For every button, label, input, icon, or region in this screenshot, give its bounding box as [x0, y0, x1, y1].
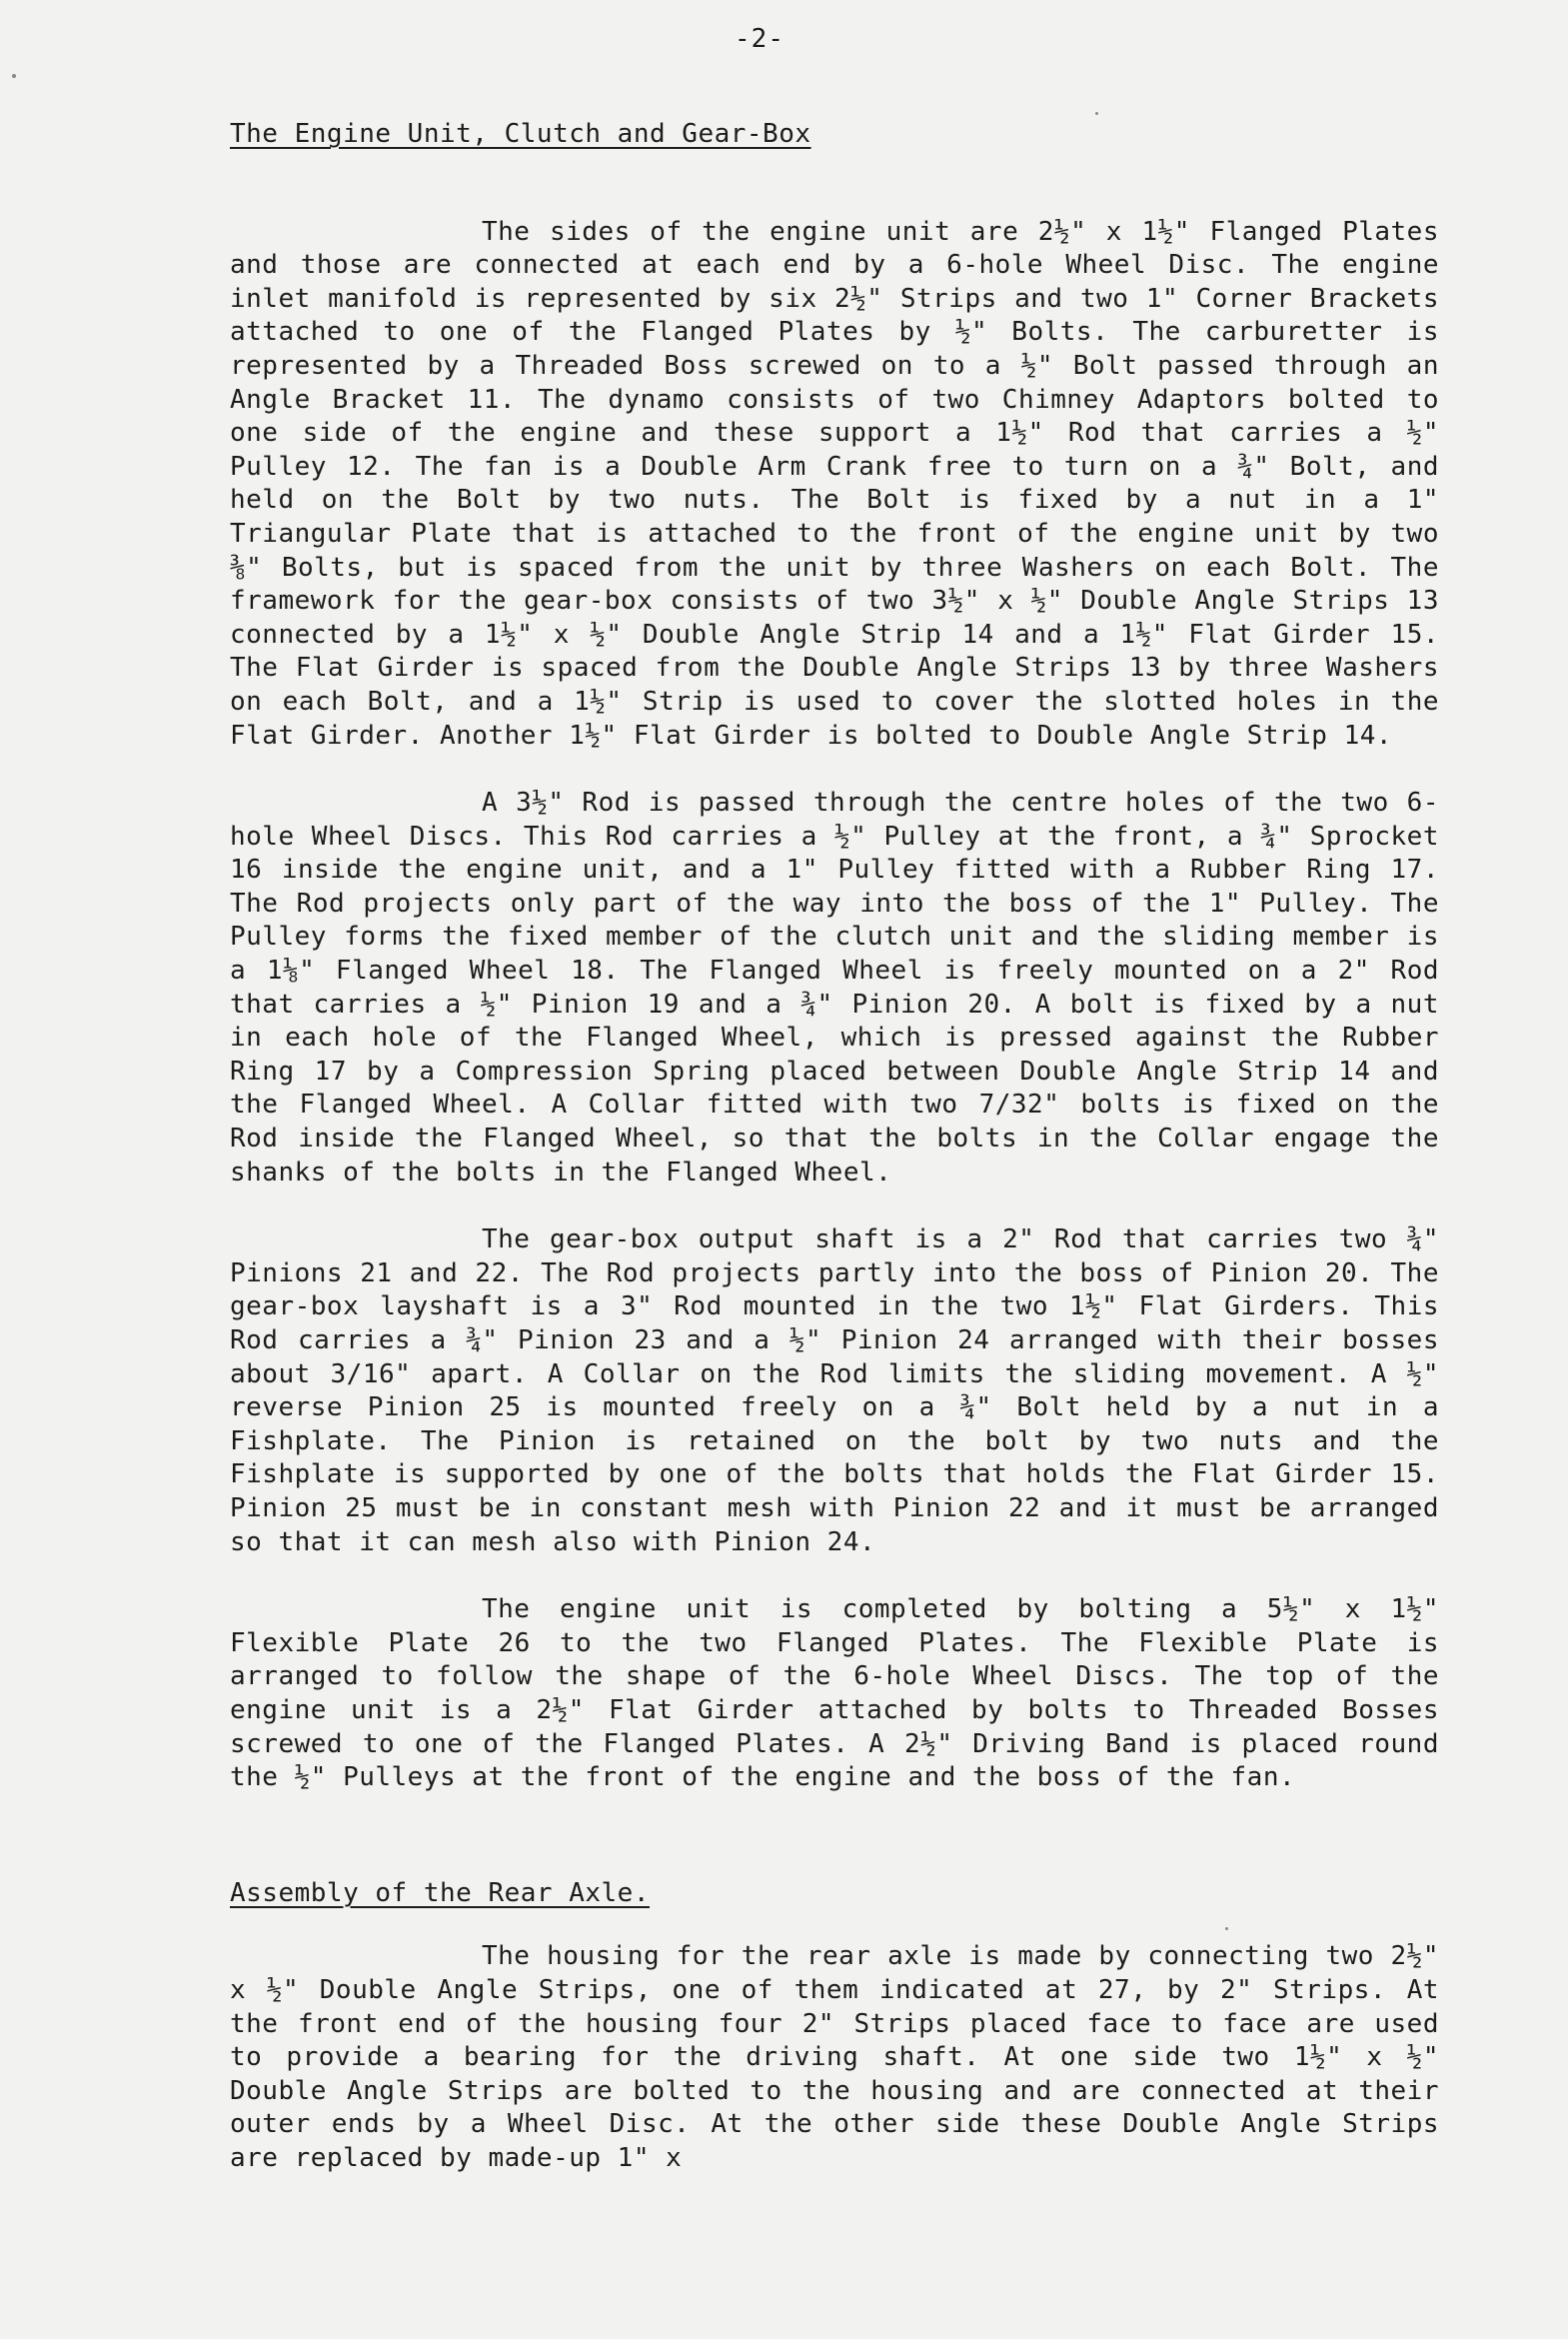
page-number: -2- [735, 24, 784, 54]
paper-speck [1095, 112, 1098, 115]
body-paragraph: The gear-box output shaft is a 2" Rod that carries two ¾" Pinions 21 and 22. The Rod projects partly into the boss of Pinion 20. The gear-box layshaft is a 3" Rod mounted in the two 1½" Flat Girders. This Rod carries a ¾" Pinion 23 and a ½" Pinion 24 arranged with their bosses about 3/16" apart. A Collar on the Rod limits the sliding movement. A ½" reverse Pinion 25 is mounted freely on a ¾" Bolt held by a nut in a Fishplate. The Pinion is retained on the bolt by two nuts and the Fishplate is supported by one of the bolts that holds the Flat Girder 15. Pinion 25 must be in constant mesh with Pinion 22 and it must be arranged so that it can mesh also with Pinion 24. [230, 1224, 1439, 1557]
body-paragraph: The housing for the rear axle is made by connecting two 2½" x ½" Double Angle Strips, one of them indicated at 27, by 2" Strips. At the front end of the housing four 2" Strips placed face to face are used to provide a bearing for the driving shaft. At one side two 1½" x ½" Double Angle Strips are bolted to the housing and are connected at their outer ends by a Wheel Disc. At the other side these Double Angle Strips are replaced by made-up 1" x [230, 1941, 1439, 2173]
body-paragraph: The sides of the engine unit are 2½" x 1½" Flanged Plates and those are connected at each end by a 6-hole Wheel Disc. The engine inlet manifold is represented by six 2½" Strips and two 1" Corner Brackets attached to one of the Flanged Plates by ½" Bolts. The carburetter is represented by a Threaded Boss screwed on to a ½" Bolt passed through an Angle Bracket 11. The dynamo consists of two Chimney Adaptors bolted to one side of the engine and these support a 1½" Rod that carries a ½" Pulley 12. The fan is a Double Arm Crank free to turn on a ¾" Bolt, and held on the Bolt by two nuts. The Bolt is fixed by a nut in a 1" Triangular Plate that is attached to the front of the engine unit by two ⅜" Bolts, but is spaced from the unit by three Washers on each Bolt. The framework for the gear-box consists of two 3½" x ½" Double Angle Strips 13 connected by a 1½" x ½" Double Angle Strip 14 and a 1½" Flat Girder 15. The Flat Girder is spaced from the Double Angle Strips 13 by three Washers on each Bolt, and a 1½" Strip is used to cover the slotted holes in the Flat Girder. Another 1½" Flat Girder is bolted to Double Angle Strip 14. [230, 216, 1439, 751]
section-heading: The Engine Unit, Clutch and Gear-Box [230, 119, 811, 149]
document-body [230, 118, 1439, 2175]
section-heading: Assembly of the Rear Axle. [230, 1877, 650, 1908]
body-paragraph: The engine unit is completed by bolting a 5½" x 1½" Flexible Plate 26 to the two Flanged Plates. The Flexible Plate is arranged to follow the shape of the 6-hole Wheel Discs. The top of the engine unit is a 2½" Flat Girder attached by bolts to Threaded Bosses screwed to one of the Flanged Plates. A 2½" Driving Band is placed round the ½" Pulleys at the front of the engine and the boss of the fan. [230, 1594, 1439, 1793]
section-engine-unit [230, 118, 1439, 1795]
body-paragraph: A 3½" Rod is passed through the centre holes of the two 6-hole Wheel Discs. This Rod carries a ½" Pulley at the front, a ¾" Sprocket 16 inside the engine unit, and a 1" Pulley fitted with a Rubber Ring 17. The Rod projects only part of the way into the boss of the 1" Pulley. The Pulley forms the fixed member of the clutch unit and the sliding member is a 1⅛" Flanged Wheel 18. The Flanged Wheel is freely mounted on a 2" Rod that carries a ½" Pinion 19 and a ¾" Pinion 20. A bolt is fixed by a nut in each hole of the Flanged Wheel, which is pressed against the Rubber Ring 17 by a Compression Spring placed between Double Angle Strip 14 and the Flanged Wheel. A Collar fitted with two 7/32" bolts is fixed on the Rod inside the Flanged Wheel, so that the bolts in the Collar engage the shanks of the bolts in the Flanged Wheel. [230, 788, 1439, 1187]
section-rear-axle [230, 1877, 1439, 2176]
paper-speck [12, 74, 16, 78]
